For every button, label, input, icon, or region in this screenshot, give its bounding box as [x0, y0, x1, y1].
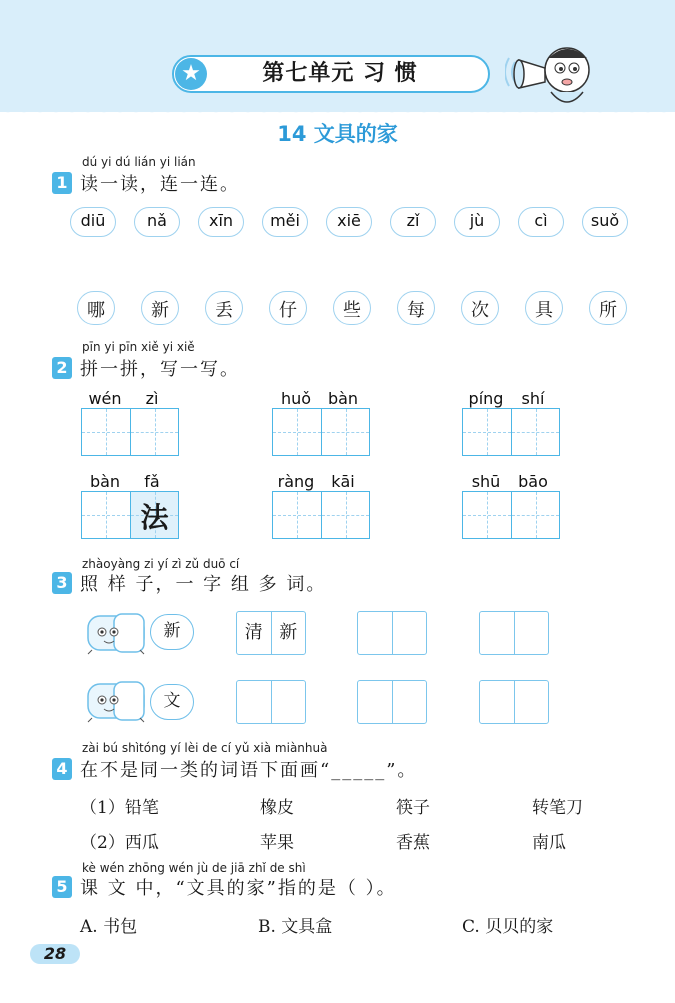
q3-instruction: 照 样 子，一 字 组 多 词。	[80, 574, 327, 595]
q1-syllable-3: xīn	[208, 211, 234, 230]
q1-instruction: 读一读，连一连。	[80, 174, 240, 195]
q1-character-3: 丢	[215, 300, 233, 321]
q1-character-5: 些	[343, 300, 361, 321]
q4-instruction: 在不是同一类的词语下面画“_____”。	[80, 760, 418, 781]
q2-writing-grid-4[interactable]	[81, 491, 179, 539]
q2-word-2-py1: huǒ	[280, 389, 312, 408]
q2-word-3-py2: shí	[521, 389, 545, 408]
q2-number-badge: 2	[52, 357, 72, 379]
q4-row2-item-3[interactable]: 南瓜	[532, 833, 566, 853]
q1-character-4: 仔	[279, 300, 297, 321]
q2-word-6-py2: bāo	[518, 472, 548, 491]
q5-instruction: 课 文 中，“文具的家”指的是（ ）。	[80, 878, 397, 899]
q5-option-c[interactable]: C. 贝贝的家	[462, 917, 554, 937]
q2-word-1-py1: wén	[88, 389, 122, 408]
q1-syllable-8: cì	[534, 211, 548, 230]
q2-word-4-py2: fǎ	[144, 472, 160, 491]
q1-character-8: 具	[535, 300, 553, 321]
q4-row1-item-1[interactable]: 橡皮	[260, 798, 294, 818]
q2-instruction: 拼一拼，写一写。	[80, 359, 240, 380]
q2-writing-grid-1[interactable]	[81, 408, 179, 456]
q2-writing-grid-6[interactable]	[462, 491, 560, 539]
q5-pinyin: kè wén zhōng wén jù de jiā zhǐ de shì	[82, 861, 306, 875]
q1-syllable-6: zǐ	[406, 211, 420, 230]
q2-word-5-py1: ràng	[277, 472, 315, 491]
q1-character-2: 新	[151, 300, 169, 321]
q5-number-badge: 5	[52, 876, 72, 898]
pencil-case-character-icon-2	[84, 680, 154, 724]
q1-character-7: 次	[471, 300, 489, 321]
q3-row1-book-1[interactable]	[236, 611, 306, 655]
q2-filled-character: 法	[140, 501, 169, 534]
q2-word-2-py2: bàn	[327, 389, 359, 408]
q3-row2-book-3[interactable]	[479, 680, 549, 724]
q3-row1-book-1-left: 清	[244, 622, 263, 643]
q3-row1-char: 新	[150, 614, 194, 650]
q3-row1-book-2[interactable]	[357, 611, 427, 655]
q3-row1-book-1-right: 新	[271, 612, 306, 654]
q3-pinyin: zhàoyàng zi yí zì zǔ duō cí	[82, 557, 240, 571]
q1-syllable-4: měi	[270, 211, 300, 230]
q2-writing-grid-3[interactable]	[462, 408, 560, 456]
lesson-title: 14 文具的家	[277, 122, 398, 146]
q5-option-a[interactable]: A. 书包	[80, 917, 138, 937]
q4-row2-label: （2）西瓜	[80, 833, 159, 853]
q4-row1-item-3[interactable]: 转笔刀	[532, 798, 583, 818]
q4-row2-item-2[interactable]: 香蕉	[396, 833, 430, 853]
q4-row1-label: （1）铅笔	[80, 798, 159, 818]
q4-number-badge: 4	[52, 758, 72, 780]
q1-number-badge: 1	[52, 172, 72, 194]
q4-row2-item-1[interactable]: 苹果	[260, 833, 294, 853]
q1-character-1: 哪	[87, 300, 105, 321]
q2-word-1-py2: zì	[145, 389, 159, 408]
q1-character-9: 所	[599, 300, 617, 321]
q1-syllable-7: jù	[469, 211, 485, 230]
q1-character-6: 每	[407, 300, 425, 321]
q3-number-badge: 3	[52, 572, 72, 594]
pencil-case-character-icon	[84, 612, 154, 656]
q3-row2-book-1[interactable]	[236, 680, 306, 724]
q2-writing-grid-5[interactable]	[272, 491, 370, 539]
q1-syllable-9: suǒ	[590, 211, 620, 230]
q4-pinyin: zài bú shìtóng yí lèi de cí yǔ xià miànhuà	[82, 741, 328, 755]
q3-row1-book-3[interactable]	[479, 611, 549, 655]
q2-pinyin: pīn yi pīn xiě yi xiě	[82, 340, 195, 354]
q1-syllable-1: diū	[80, 211, 106, 230]
q1-syllable-2: nǎ	[147, 211, 167, 230]
q2-word-4-py1: bàn	[89, 472, 121, 491]
unit-title: 第七单元 习 惯	[262, 61, 418, 86]
q2-writing-grid-2[interactable]	[272, 408, 370, 456]
q3-row2-book-2[interactable]	[357, 680, 427, 724]
q1-syllable-5: xiē	[337, 211, 361, 230]
q3-row2-char: 文	[150, 684, 194, 720]
mascot-megaphone-icon	[505, 42, 595, 108]
q1-pinyin: dú yi dú lián yi lián	[82, 155, 196, 169]
q2-word-6-py1: shū	[471, 472, 501, 491]
q5-option-b[interactable]: B. 文具盒	[258, 917, 333, 937]
q2-word-5-py2: kāi	[331, 472, 355, 491]
star-icon: ★	[175, 58, 207, 90]
q4-row1-item-2[interactable]: 筷子	[396, 798, 430, 818]
q2-word-3-py1: píng	[468, 389, 504, 408]
page-number: 28	[30, 944, 80, 964]
